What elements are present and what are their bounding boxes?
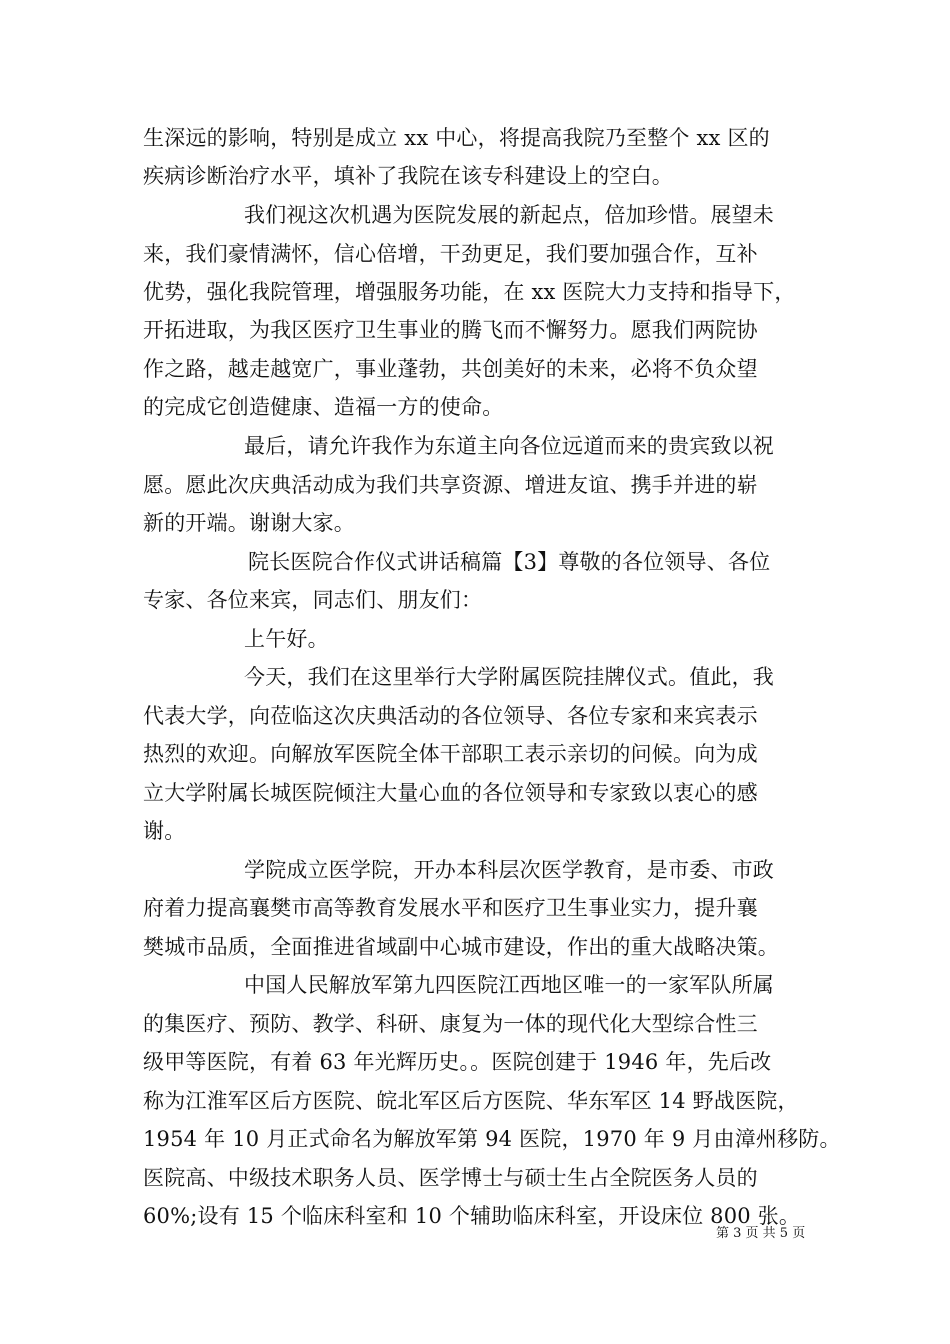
text-line: 称为江淮军区后方医院、皖北军区后方医院、华东军区 14 野战医院， xyxy=(143,1089,799,1113)
text-line: 代表大学，向莅临这次庆典活动的各位领导、各位专家和来宾表示 xyxy=(143,704,758,728)
text-line: 专家、各位来宾，同志们、朋友们： xyxy=(143,588,483,612)
text-line: 生深远的影响，特别是成立 xx 中心，将提高我院乃至整个 xx 区的 xyxy=(143,126,770,150)
text-line: 学院成立医学院，开办本科层次医学教育，是市委、市政 xyxy=(244,858,774,882)
text-line: 今天，我们在这里举行大学附属医院挂牌仪式。值此，我 xyxy=(244,665,774,689)
text-line: 疾病诊断治疗水平，填补了我院在该专科建设上的空白。 xyxy=(143,164,673,188)
text-line: 府着力提高襄樊市高等教育发展水平和医疗卫生事业实力，提升襄 xyxy=(143,896,758,920)
text-line: 1954 年 10 月正式命名为解放军第 94 医院，1970 年 9 月由漳州移防。 xyxy=(143,1127,841,1151)
text-line: 樊城市品质，全面推进省域副中心城市建设，作出的重大战略决策。 xyxy=(143,935,779,959)
text-line: 谢。 xyxy=(143,819,186,843)
text-line: 愿。愿此次庆典活动成为我们共享资源、增进友谊、携手并进的崭 xyxy=(143,473,758,497)
text-line: 来，我们豪情满怀，信心倍增，干劲更足，我们要加强合作，互补 xyxy=(143,242,758,266)
text-line: 医院高、中级技术职务人员、医学博士与硕士生占全院医务人员的 xyxy=(143,1166,758,1190)
text-line: 热烈的欢迎。向解放军医院全体干部职工表示亲切的问候。向为成 xyxy=(143,742,758,766)
text-line: 作之路，越走越宽广，事业蓬勃，共创美好的未来，必将不负众望 xyxy=(143,357,758,381)
text-line: 优势，强化我院管理，增强服务功能，在 xx 医院大力支持和指导下， xyxy=(143,280,796,304)
text-line: 立大学附属长城医院倾注大量心血的各位领导和专家致以衷心的感 xyxy=(143,781,758,805)
text-line: 我们视这次机遇为医院发展的新起点，倍加珍惜。展望未 xyxy=(244,203,774,227)
text-line: 最后，请允许我作为东道主向各位远道而来的贵宾致以祝 xyxy=(244,434,774,458)
text-line: 上午好。 xyxy=(244,627,329,651)
text-line: 60%;设有 15 个临床科室和 10 个辅助临床科室，开设床位 800 张。 xyxy=(143,1204,801,1228)
page-number: 第 3 页 共 5 页 xyxy=(716,1226,806,1241)
text-line: 中国人民解放军第九四医院江西地区唯一的一家军队所属 xyxy=(244,973,774,997)
text-line: 院长医院合作仪式讲话稿篇【3】尊敬的各位领导、各位 xyxy=(248,550,771,574)
text-line: 的完成它创造健康、造福一方的使命。 xyxy=(143,395,504,419)
text-line: 的集医疗、预防、教学、科研、康复为一体的现代化大型综合性三 xyxy=(143,1012,758,1036)
text-line: 开拓进取，为我区医疗卫生事业的腾飞而不懈努力。愿我们两院协 xyxy=(143,318,758,342)
text-line: 新的开端。谢谢大家。 xyxy=(143,511,355,535)
text-line: 级甲等医院，有着 63 年光辉历史。。医院创建于 1946 年，先后改 xyxy=(143,1050,772,1074)
